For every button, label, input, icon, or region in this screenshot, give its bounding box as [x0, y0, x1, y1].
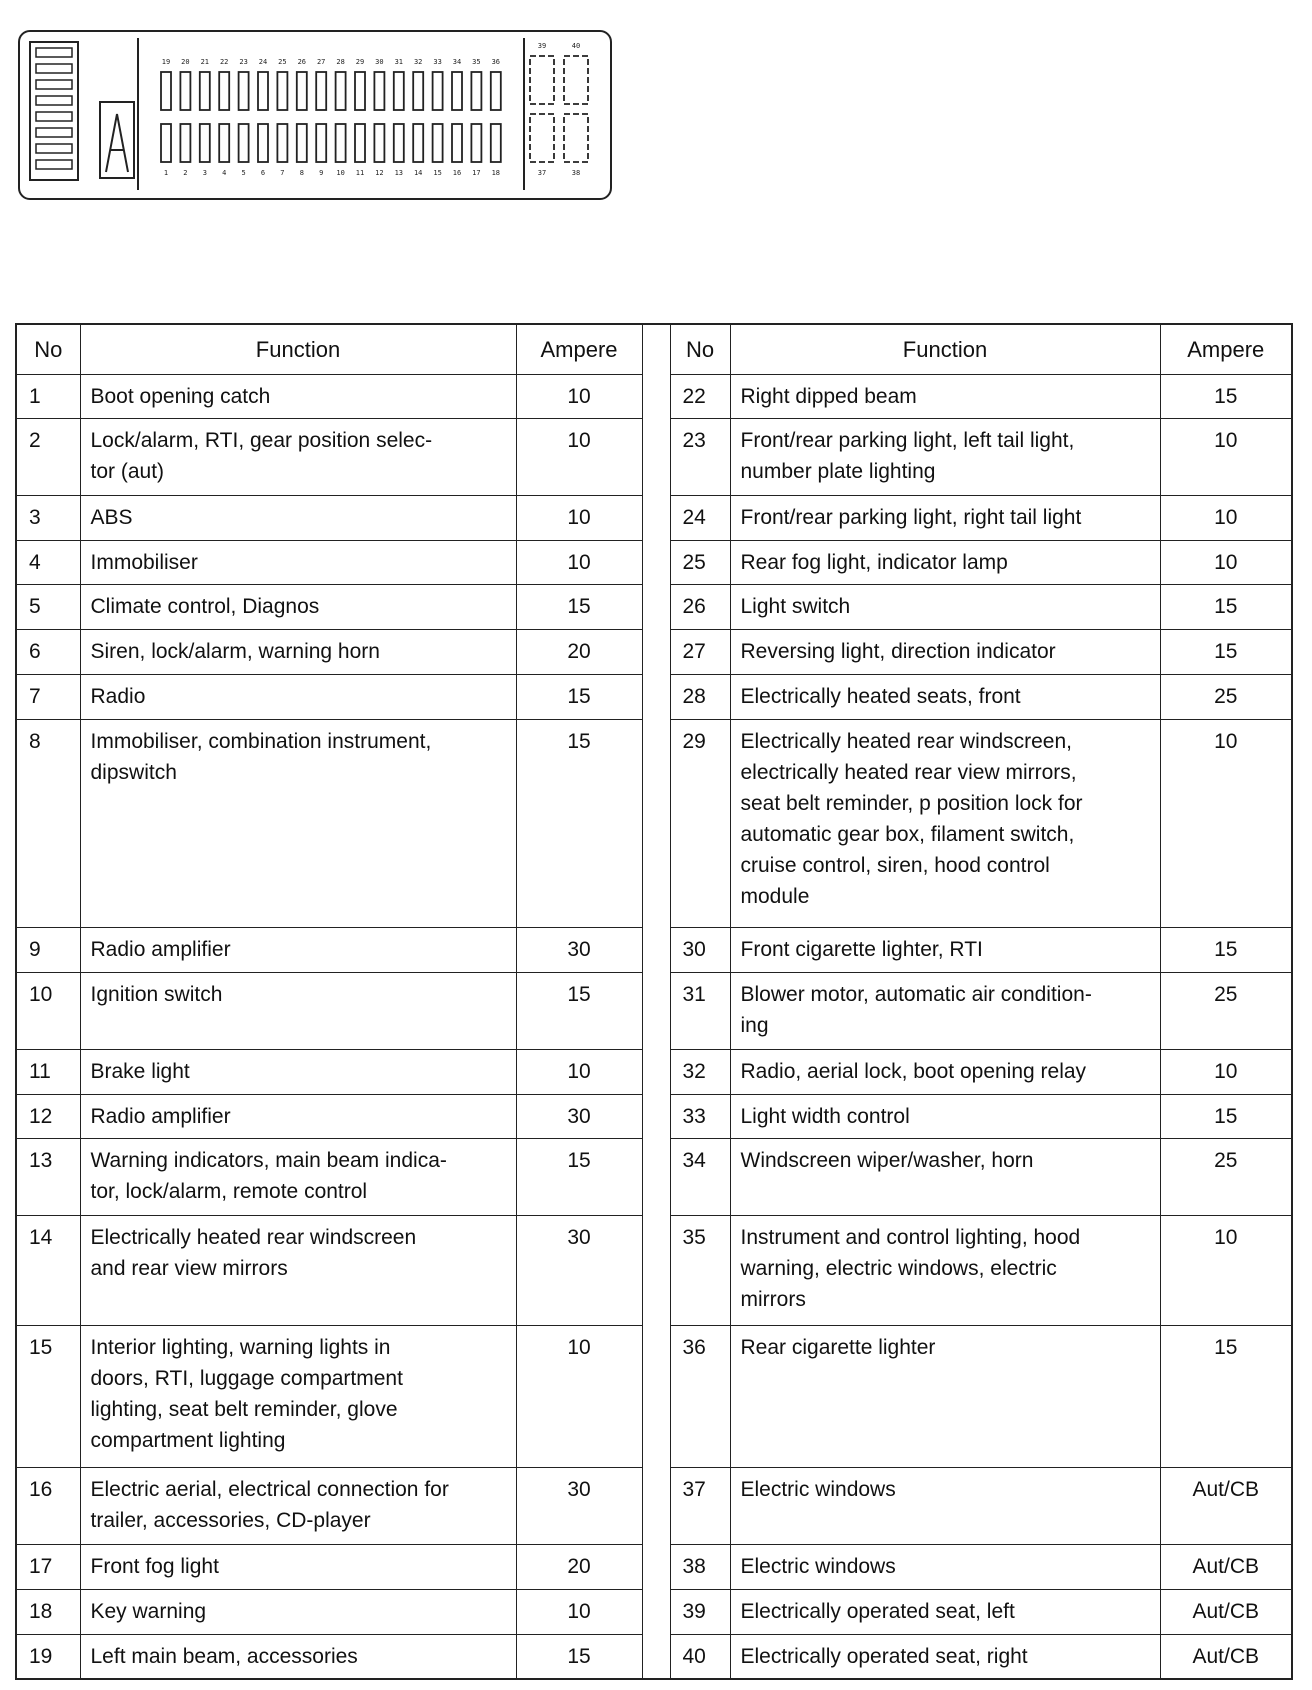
fuse-slot-bottom [219, 124, 229, 162]
fuse-function: Electrically heated rear windscreen, electrically heated rear view mirrors, seat belt reminder, p position lock for automatic gear box, filament switch, cruise control, siren, hood control module [730, 719, 1160, 928]
fuse-ampere: 10 [516, 495, 642, 540]
connector-pin [36, 80, 72, 89]
fuse-number: 10 [16, 973, 80, 1050]
relay-block [100, 102, 134, 178]
connector-pin [36, 160, 72, 169]
fuse-number: 25 [670, 540, 730, 585]
fuse-slot-top [413, 72, 423, 110]
fuse-slot-bottom [258, 124, 268, 162]
fuse-ampere: 15 [1160, 928, 1292, 973]
fuse-number: 3 [16, 495, 80, 540]
breaker-slot-bottom [564, 114, 588, 162]
fuse-ampere: 25 [1160, 674, 1292, 719]
fuse-number: 4 [16, 540, 80, 585]
fuse-number: 7 [16, 674, 80, 719]
fuse-ampere: 10 [516, 1589, 642, 1634]
connector-pin [36, 96, 72, 105]
table-row [16, 928, 1292, 973]
table-row [16, 1589, 1292, 1634]
fuse-ampere: 10 [1160, 540, 1292, 585]
fuse-slot-top [161, 72, 171, 110]
fuse-label-bottom: 16 [452, 169, 462, 177]
fuse-function: Front cigarette lighter, RTI [730, 928, 1160, 973]
fuse-slot-top [491, 72, 501, 110]
fuse-number: 37 [670, 1468, 730, 1545]
fuse-function: Key warning [80, 1589, 516, 1634]
table-row [16, 540, 1292, 585]
fuse-slot-top [219, 72, 229, 110]
fuse-function: Instrument and control lighting, hood warning, electric windows, electric mirrors [730, 1215, 1160, 1325]
fuse-slot-top [239, 72, 249, 110]
connector-pin [36, 112, 72, 121]
fuse-number: 24 [670, 495, 730, 540]
fuse-slot-top [452, 72, 462, 110]
fuse-ampere: 15 [1160, 374, 1292, 419]
fuse-number: 31 [670, 973, 730, 1050]
fuse-number: 14 [16, 1215, 80, 1325]
fuse-slot-top [471, 72, 481, 110]
fuse-function: Interior lighting, warning lights in doors, RTI, luggage compartment lighting, seat belt reminder, glove compartment lighting [80, 1325, 516, 1468]
column-gap [642, 495, 670, 540]
fuse-function: Blower motor, automatic air condition- ing [730, 973, 1160, 1050]
fuse-slot-bottom [471, 124, 481, 162]
fuse-function: Electric windows [730, 1545, 1160, 1590]
connector-pin [36, 48, 72, 57]
fuse-label-bottom: 14 [413, 169, 423, 177]
connector-pin [36, 128, 72, 137]
fuse-ampere: 15 [1160, 1094, 1292, 1139]
fuse-ampere: 30 [516, 1215, 642, 1325]
fuse-number: 36 [670, 1325, 730, 1468]
table-row [16, 1545, 1292, 1590]
fuse-slot-bottom [239, 124, 249, 162]
fuse-label-bottom: 18 [491, 169, 501, 177]
fuse-slot-top [200, 72, 210, 110]
connector-pin [36, 144, 72, 153]
fuse-function: Ignition switch [80, 973, 516, 1050]
fuse-ampere: 10 [516, 540, 642, 585]
column-gap [642, 1634, 670, 1679]
header-no-right: No [670, 324, 730, 374]
fuse-label-top: 25 [278, 58, 287, 66]
fuse-ampere: 15 [1160, 1325, 1292, 1468]
fuse-slot-bottom [491, 124, 501, 162]
fuse-ampere: 10 [516, 1325, 642, 1468]
table-row [16, 630, 1292, 675]
column-gap [642, 1325, 670, 1468]
fuse-function: Rear fog light, indicator lamp [730, 540, 1160, 585]
fuse-ampere: 30 [516, 1468, 642, 1545]
fuse-function: Siren, lock/alarm, warning horn [80, 630, 516, 675]
fuse-ampere: 10 [1160, 1049, 1292, 1094]
fuse-slot-bottom [277, 124, 287, 162]
fuse-ampere: 20 [516, 630, 642, 675]
fuse-slot-top [336, 72, 346, 110]
fuse-function: Electrically heated rear windscreen and rear view mirrors [80, 1215, 516, 1325]
fuse-function: Immobiliser, combination instrument, dipswitch [80, 719, 516, 928]
fuse-function: Front/rear parking light, right tail light [730, 495, 1160, 540]
column-gap [642, 928, 670, 973]
fuse-function: Climate control, Diagnos [80, 585, 516, 630]
fuse-label-bottom: 6 [260, 169, 266, 177]
fuse-number: 26 [670, 585, 730, 630]
column-gap [642, 1545, 670, 1590]
fuse-number: 33 [670, 1094, 730, 1139]
fuse-slot-bottom [452, 124, 462, 162]
fuse-label-top: 31 [394, 58, 404, 66]
fuse-number: 12 [16, 1094, 80, 1139]
fuse-label-top: 24 [258, 58, 268, 66]
fuse-number: 19 [16, 1634, 80, 1679]
fuse-number: 29 [670, 719, 730, 928]
fuse-slot-top [277, 72, 287, 110]
fuse-function: Boot opening catch [80, 374, 516, 419]
fuse-label-bottom: 3 [202, 169, 207, 177]
breaker-slot-top [530, 56, 554, 104]
fuse-label-top: 32 [413, 58, 423, 66]
breaker-slot-bottom [530, 114, 554, 162]
fuse-slot-bottom [200, 124, 210, 162]
column-gap [642, 719, 670, 928]
fuse-slot-top [374, 72, 384, 110]
fuse-slot-bottom [297, 124, 307, 162]
table-row [16, 973, 1292, 1050]
fuse-function: Radio amplifier [80, 1094, 516, 1139]
fuse-label-top: 34 [452, 58, 462, 66]
table-row [16, 374, 1292, 419]
fuse-ampere: 15 [516, 674, 642, 719]
fuse-ampere: 30 [516, 928, 642, 973]
fuse-slot-top [297, 72, 307, 110]
fuse-label-bottom: 10 [336, 169, 345, 177]
column-gap [642, 1215, 670, 1325]
column-gap [642, 540, 670, 585]
fuse-number: 5 [16, 585, 80, 630]
fuse-function: Radio amplifier [80, 928, 516, 973]
fuse-function: Windscreen wiper/washer, horn [730, 1139, 1160, 1216]
fuse-function: Rear cigarette lighter [730, 1325, 1160, 1468]
fuse-label-top: 28 [336, 58, 345, 66]
fuse-slot-top [316, 72, 326, 110]
relay-mark [106, 114, 128, 172]
fuse-ampere: 15 [1160, 585, 1292, 630]
fuse-ampere: 10 [1160, 495, 1292, 540]
fuse-number: 13 [16, 1139, 80, 1216]
fuse-function: Warning indicators, main beam indica- tor, lock/alarm, remote control [80, 1139, 516, 1216]
table-row [16, 1049, 1292, 1094]
fuse-label-bottom: 8 [299, 169, 304, 177]
fuse-label-top: 27 [316, 58, 326, 66]
fuse-number: 23 [670, 419, 730, 496]
fuse-box-diagram [18, 30, 612, 200]
header-function-right: Function [730, 324, 1160, 374]
fuse-ampere: 15 [516, 973, 642, 1050]
fuse-function: Reversing light, direction indicator [730, 630, 1160, 675]
fuse-function: Radio [80, 674, 516, 719]
fuse-label-bottom: 13 [394, 169, 404, 177]
fuse-function: Front/rear parking light, left tail light, number plate lighting [730, 419, 1160, 496]
fuse-label-top: 23 [239, 58, 248, 66]
fuse-label-top: 21 [200, 58, 210, 66]
fuse-label-top: 26 [297, 58, 307, 66]
fuse-function: Radio, aerial lock, boot opening relay [730, 1049, 1160, 1094]
column-gap [642, 419, 670, 496]
breaker-label-bottom: 38 [571, 169, 581, 177]
fuse-number: 6 [16, 630, 80, 675]
fuse-function: Right dipped beam [730, 374, 1160, 419]
fuse-number: 9 [16, 928, 80, 973]
fuse-label-top: 20 [181, 58, 190, 66]
fuse-function: Electrically operated seat, left [730, 1589, 1160, 1634]
fuse-slot-bottom [316, 124, 326, 162]
fuse-ampere: 15 [516, 719, 642, 928]
fuse-ampere: Aut/CB [1160, 1634, 1292, 1679]
fuse-function: Light switch [730, 585, 1160, 630]
fuse-number: 11 [16, 1049, 80, 1094]
fuse-ampere: 15 [1160, 630, 1292, 675]
fuse-number: 16 [16, 1468, 80, 1545]
fuse-label-bottom: 17 [472, 169, 481, 177]
fuse-ampere: 15 [516, 1139, 642, 1216]
fuse-function: Light width control [730, 1094, 1160, 1139]
fuse-number: 39 [670, 1589, 730, 1634]
breaker-label-top: 40 [571, 42, 581, 50]
header-ampere-right: Ampere [1160, 324, 1292, 374]
connector-pin [36, 64, 72, 73]
table-row [16, 1215, 1292, 1325]
fuse-ampere: 10 [516, 419, 642, 496]
fuse-label-bottom: 15 [433, 169, 442, 177]
fuse-label-bottom: 4 [222, 169, 227, 177]
fuse-number: 38 [670, 1545, 730, 1590]
fuse-number: 32 [670, 1049, 730, 1094]
fuse-slot-bottom [394, 124, 404, 162]
fuse-ampere: 10 [1160, 1215, 1292, 1325]
table-row [16, 1139, 1292, 1216]
fuse-number: 1 [16, 374, 80, 419]
fuse-number: 17 [16, 1545, 80, 1590]
fuse-function: Electric aerial, electrical connection for trailer, accessories, CD-player [80, 1468, 516, 1545]
fuse-number: 18 [16, 1589, 80, 1634]
fuse-number: 22 [670, 374, 730, 419]
fuse-label-bottom: 12 [375, 169, 384, 177]
fuse-ampere: 10 [516, 1049, 642, 1094]
fuse-function: Lock/alarm, RTI, gear position selec- tor (aut) [80, 419, 516, 496]
fuse-slot-top [258, 72, 268, 110]
table-row [16, 495, 1292, 540]
fuse-ampere: Aut/CB [1160, 1468, 1292, 1545]
fuse-slot-bottom [433, 124, 443, 162]
fuse-slot-top [394, 72, 404, 110]
fuse-label-bottom: 2 [183, 169, 188, 177]
header-function: Function [80, 324, 516, 374]
fuse-ampere: Aut/CB [1160, 1589, 1292, 1634]
fuse-label-bottom: 5 [241, 169, 246, 177]
fuse-function: Electric windows [730, 1468, 1160, 1545]
fuse-ampere: 10 [516, 374, 642, 419]
fuse-label-bottom: 1 [163, 169, 169, 177]
table-row [16, 1634, 1292, 1679]
fuse-number: 35 [670, 1215, 730, 1325]
fuse-slot-bottom [413, 124, 423, 162]
table-row [16, 585, 1292, 630]
column-gap [642, 674, 670, 719]
fuse-ampere: 15 [516, 1634, 642, 1679]
fuse-label-top: 36 [491, 58, 501, 66]
fuse-slot-top [180, 72, 190, 110]
fuse-label-top: 30 [375, 58, 384, 66]
fuse-function: Electrically operated seat, right [730, 1634, 1160, 1679]
column-gap [642, 1589, 670, 1634]
table-row [16, 719, 1292, 928]
fuse-number: 30 [670, 928, 730, 973]
fuse-function: Left main beam, accessories [80, 1634, 516, 1679]
fuse-label-top: 35 [472, 58, 481, 66]
column-gap [642, 973, 670, 1050]
fuse-ampere: 10 [1160, 419, 1292, 496]
fuse-ampere: 30 [516, 1094, 642, 1139]
table-row [16, 1468, 1292, 1545]
fuse-label-top: 33 [433, 58, 442, 66]
fuse-slot-bottom [336, 124, 346, 162]
breaker-label-top: 39 [537, 42, 547, 50]
fuse-function: Electrically heated seats, front [730, 674, 1160, 719]
header-ampere: Ampere [516, 324, 642, 374]
fuse-number: 40 [670, 1634, 730, 1679]
table-row [16, 419, 1292, 496]
column-gap [642, 1094, 670, 1139]
fuse-slot-bottom [161, 124, 171, 162]
table-row [16, 1094, 1292, 1139]
fuse-slot-bottom [355, 124, 365, 162]
fuse-slot-top [433, 72, 443, 110]
fuse-ampere: 20 [516, 1545, 642, 1590]
fuse-label-bottom: 9 [319, 169, 324, 177]
table-row [16, 674, 1292, 719]
fuse-label-top: 19 [161, 58, 171, 66]
column-gap [642, 1049, 670, 1094]
fuse-function: Brake light [80, 1049, 516, 1094]
table-row [16, 1325, 1292, 1468]
fuse-function: ABS [80, 495, 516, 540]
fuse-label-bottom: 11 [355, 169, 365, 177]
fuse-number: 15 [16, 1325, 80, 1468]
breaker-label-bottom: 37 [537, 169, 547, 177]
fuse-slot-bottom [180, 124, 190, 162]
header-no: No [16, 324, 80, 374]
fuse-number: 8 [16, 719, 80, 928]
fuse-ampere: 25 [1160, 973, 1292, 1050]
column-gap [642, 1468, 670, 1545]
fuse-function: Immobiliser [80, 540, 516, 585]
fuse-label-top: 29 [355, 58, 365, 66]
fuse-function: Front fog light [80, 1545, 516, 1590]
column-gap [642, 630, 670, 675]
column-gap [642, 1139, 670, 1216]
column-gap [642, 324, 670, 374]
fuse-ampere: 15 [516, 585, 642, 630]
fuse-ampere: 25 [1160, 1139, 1292, 1216]
fuse-slot-top [355, 72, 365, 110]
fuse-slot-bottom [374, 124, 384, 162]
fuse-box-drawing [20, 32, 610, 198]
table-header-row [16, 324, 1292, 374]
fuse-label-top: 22 [219, 58, 229, 66]
fuse-label-bottom: 7 [280, 169, 285, 177]
fuse-ampere: Aut/CB [1160, 1545, 1292, 1590]
fuse-number: 28 [670, 674, 730, 719]
fuse-table [15, 323, 1293, 1680]
fuse-ampere: 10 [1160, 719, 1292, 928]
breaker-slot-top [564, 56, 588, 104]
fuse-number: 34 [670, 1139, 730, 1216]
column-gap [642, 585, 670, 630]
column-gap [642, 374, 670, 419]
fuse-number: 27 [670, 630, 730, 675]
fuse-number: 2 [16, 419, 80, 496]
